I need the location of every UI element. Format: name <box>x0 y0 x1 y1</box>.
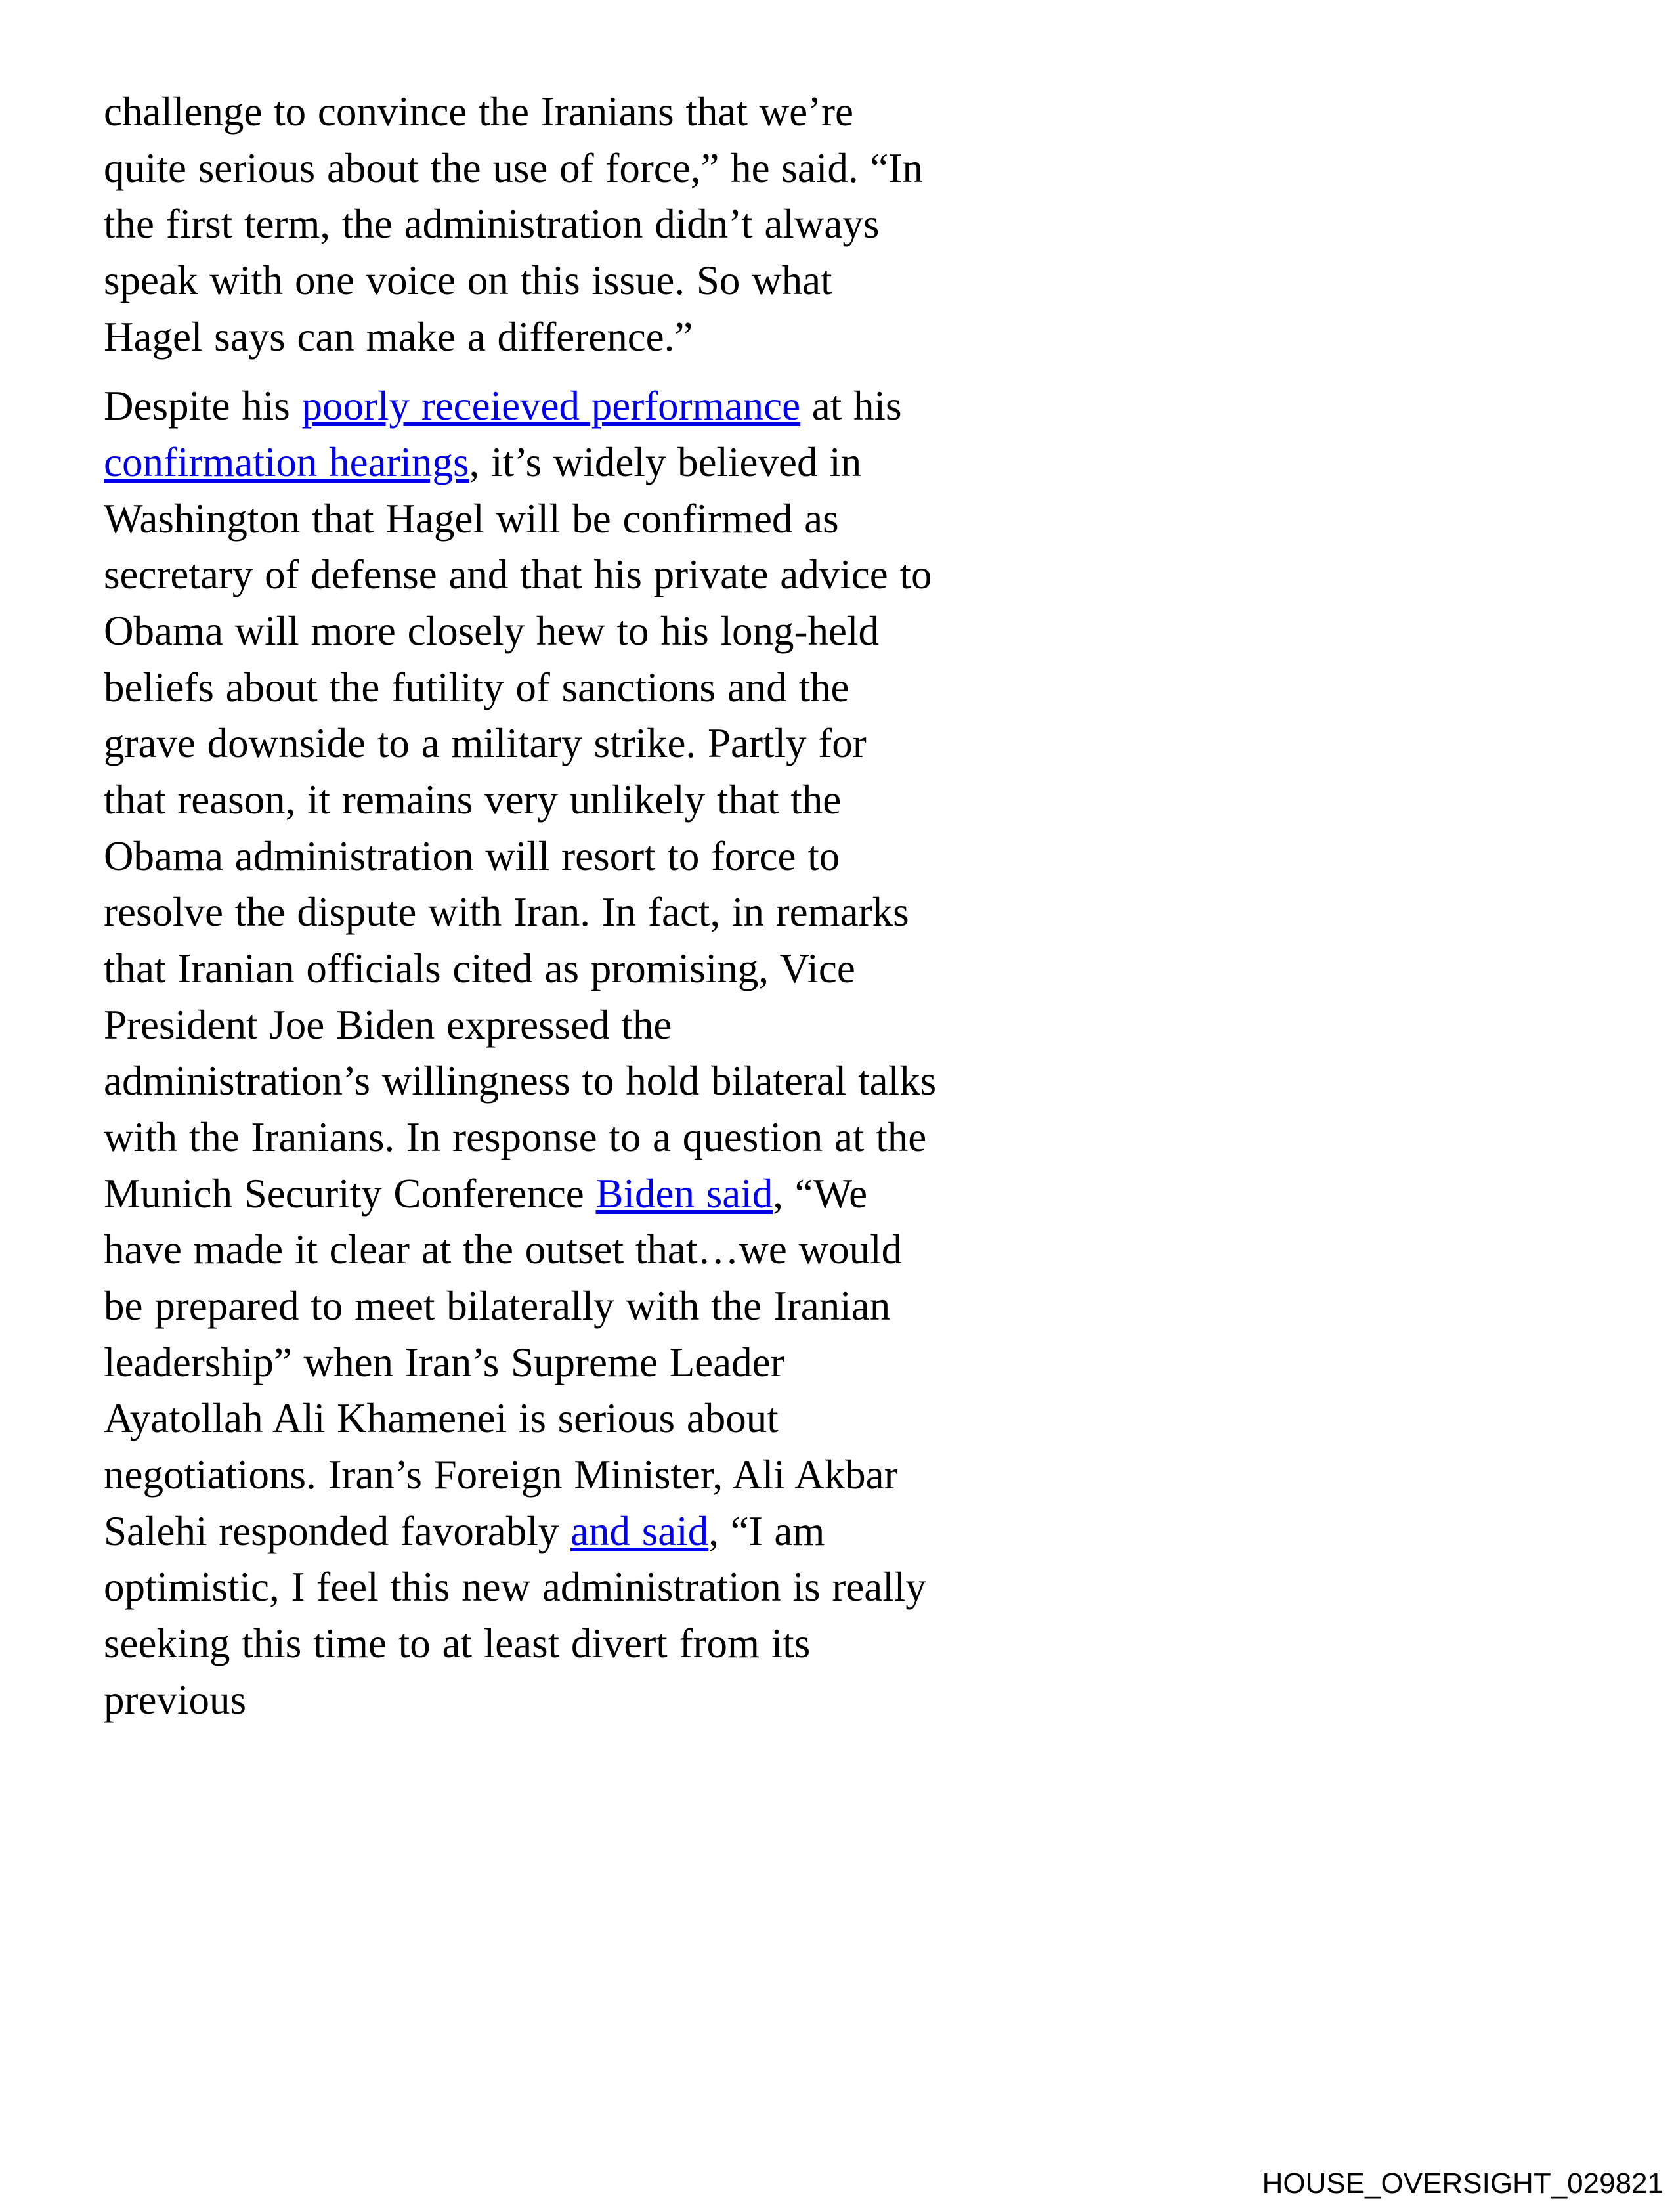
article-body <box>104 84 937 1741</box>
text-run: , “I am optimistic, I feel this new administration is really seeking this time to at least divert from its previous <box>104 1507 926 1723</box>
paragraph <box>104 378 937 1728</box>
text-run: at his <box>800 383 902 429</box>
text-run: , it’s widely believed in Washington that Hagel will be confirmed as secretary of defense and that his private advice to Obama will more closely hew to his long-held beliefs about the futility of sanctions and the grave downside to a military strike. Partly for that reason, it remains very unlikely that the Obama administration will resort to force to resolve the dispute with Iran. In fact, in remarks that Iranian officials cited as promising, Vice President Joe Biden expressed the administration’s willingness to hold bilateral talks with the Iranians. In response to a question at the Munich Security Conference <box>104 439 937 1217</box>
text-run: challenge to convince the Iranians that we’re quite serious about the use of force,” he said. “In the first term, the administration didn’t always speak with one voice on this issue. So what Hagel says can make a difference.” <box>104 89 923 360</box>
text-run: , “We have made it clear at the outset that…we would be prepared to meet bilaterally with the Iranian leadership” when Iran’s Supreme Leader Ayatollah Ali Khamenei is serious about negotiations. Iran’s Foreign Minister, Ali Akbar Salehi responded favorably <box>104 1170 903 1554</box>
hyperlink[interactable]: and said <box>570 1507 709 1554</box>
text-run: Despite his <box>104 383 302 429</box>
hyperlink[interactable]: Biden said <box>595 1170 773 1217</box>
hyperlink[interactable]: confirmation hearings <box>104 439 469 486</box>
bates-number: HOUSE_OVERSIGHT_029821 <box>1262 2167 1663 2200</box>
hyperlink[interactable]: poorly receieved performance <box>301 383 801 429</box>
paragraph <box>104 84 937 365</box>
